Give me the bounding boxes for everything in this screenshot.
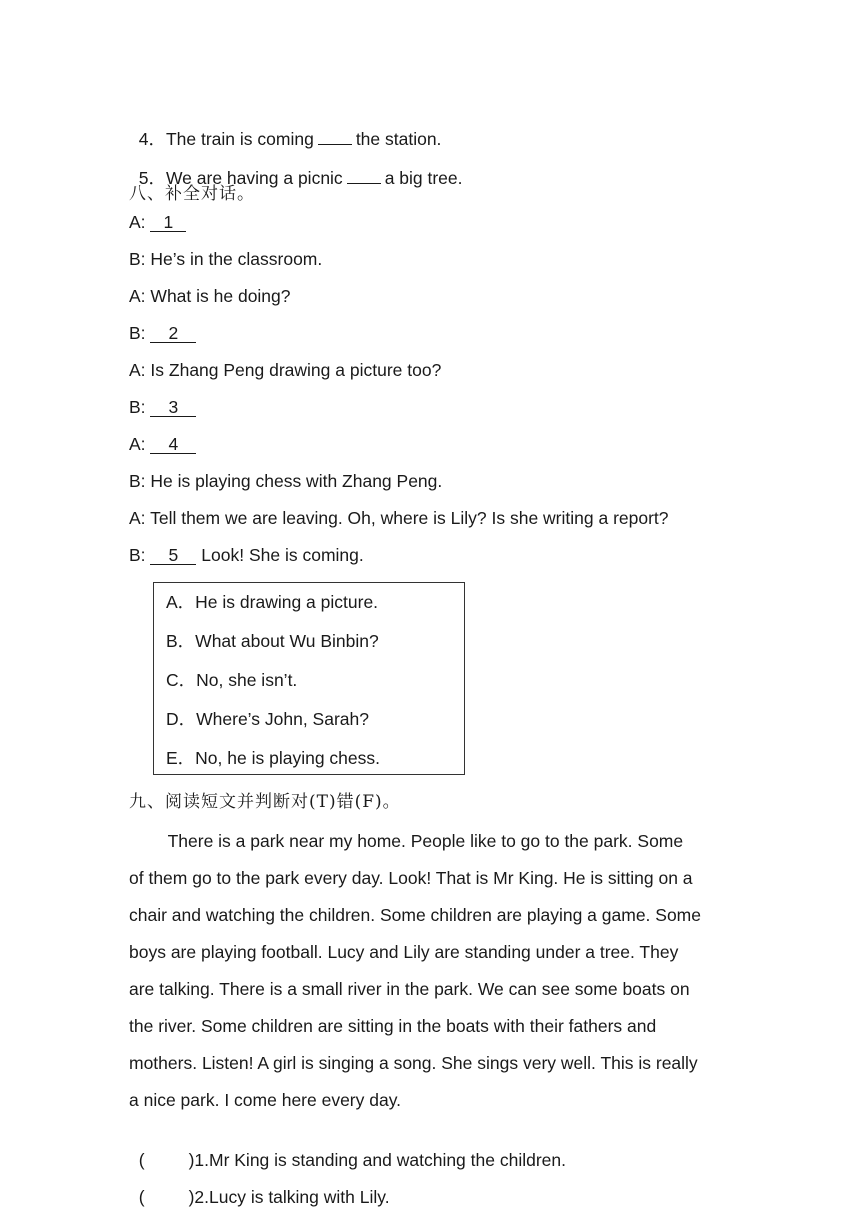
- passage-line: of them go to the park every day. Look! That is Mr King. He is sitting on a: [129, 868, 693, 888]
- passage-line: the river. Some children are sitting in the boats with their fathers and: [129, 1016, 657, 1036]
- question-text: The train is coming: [165, 129, 314, 149]
- question-4: [129, 106, 441, 150]
- dialog-line: [129, 396, 196, 418]
- passage-line: a nice park. I come here every day.: [129, 1090, 402, 1110]
- question-text: the station.: [355, 129, 442, 149]
- passage-line: chair and watching the children. Some children are playing a game. Some: [129, 905, 701, 925]
- speaker: B:: [129, 545, 146, 565]
- options-box: [153, 582, 465, 775]
- dialog-line: [129, 507, 669, 529]
- question-text: We are having a picnic: [165, 168, 343, 188]
- speaker: B:: [129, 249, 146, 269]
- option-d: D．Where’s John, Sarah?: [166, 709, 369, 729]
- statement: 1.Mr King is standing and watching the children.: [194, 1150, 566, 1170]
- dialog-line: [129, 359, 441, 381]
- dialog-text: What is he doing?: [150, 286, 291, 306]
- statement: 2.Lucy is talking with Lily.: [194, 1187, 390, 1207]
- dialog-line: [129, 470, 442, 492]
- dialog-line: [129, 544, 364, 566]
- dialog-text: Is Zhang Peng drawing a picture too?: [150, 360, 442, 380]
- passage-line: boys are playing football. Lucy and Lily are standing under a tree. They: [129, 942, 679, 962]
- speaker: B:: [129, 471, 146, 491]
- speaker: B:: [129, 397, 146, 417]
- answer-blank[interactable]: 1: [150, 214, 186, 232]
- answer-blank[interactable]: [347, 168, 381, 184]
- answer-blank[interactable]: 4: [150, 436, 196, 454]
- speaker: A:: [129, 212, 146, 232]
- dialog-line: [129, 285, 291, 307]
- option-a: A．He is drawing a picture.: [166, 592, 379, 612]
- speaker: A:: [129, 360, 146, 380]
- paren-close: ): [188, 1187, 195, 1207]
- speaker: A:: [129, 286, 146, 306]
- passage-line: are talking. There is a small river in the park. We can see some boats on: [129, 979, 690, 999]
- speaker: A:: [129, 434, 146, 454]
- paren-close: ): [188, 1150, 195, 1170]
- question-number: 5．: [138, 168, 166, 188]
- answer-blank[interactable]: 2: [150, 325, 196, 343]
- answer-blank[interactable]: [318, 129, 352, 145]
- paren-open: (: [138, 1187, 145, 1207]
- option-c: C．No, she isn’t.: [166, 670, 298, 690]
- dialog-line: [129, 211, 186, 233]
- question-text: a big tree.: [384, 168, 463, 188]
- paren-open: (: [138, 1150, 145, 1170]
- option-e: E．No, he is playing chess.: [166, 748, 380, 768]
- dialog-line: [129, 322, 196, 344]
- answer-blank[interactable]: 3: [150, 399, 196, 417]
- question-number: 4．: [138, 129, 166, 149]
- speaker: B:: [129, 323, 146, 343]
- section-9-title: 九、阅读短文并判断对(T)错(F)。: [129, 792, 401, 812]
- option-b: B．What about Wu Binbin?: [166, 631, 379, 651]
- judge-item-2: [129, 1164, 390, 1208]
- dialog-text: He’s in the classroom.: [150, 249, 323, 269]
- passage-line: mothers. Listen! A girl is singing a song. She sings very well. This is really: [129, 1053, 698, 1073]
- dialog-line: [129, 248, 322, 270]
- speaker: A:: [129, 508, 146, 528]
- dialog-text: He is playing chess with Zhang Peng.: [150, 471, 443, 491]
- dialog-line: [129, 433, 196, 455]
- section-8-title: 八、补全对话。: [129, 184, 255, 204]
- dialog-text: Look! She is coming.: [201, 545, 364, 565]
- dialog-text: Tell them we are leaving. Oh, where is Lily? Is she writing a report?: [150, 508, 669, 528]
- answer-blank[interactable]: 5: [150, 547, 196, 565]
- passage-line: There is a park near my home. People like to go to the park. Some: [129, 831, 684, 851]
